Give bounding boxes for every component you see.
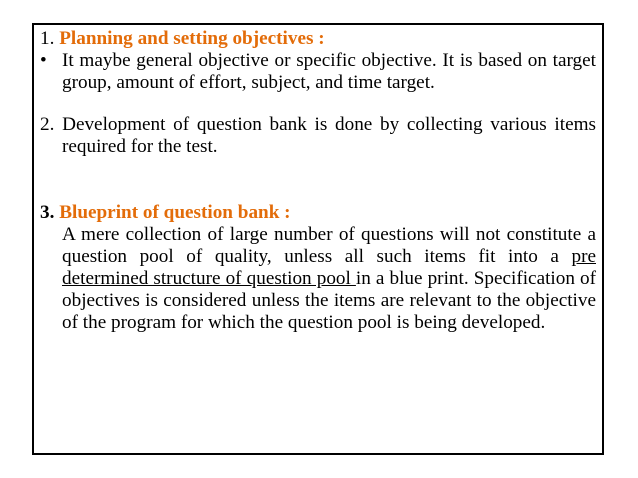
section-3-para-underlined: pre determined structure of question pool bbox=[62, 246, 596, 289]
section-1-bullet-text: It maybe general objective or specific objective. It is based on target group, amount of effort, subject, and time target. bbox=[62, 50, 596, 93]
section-3-number: 3. bbox=[40, 202, 60, 223]
spacer bbox=[40, 94, 596, 114]
section-3-title: Blueprint of question bank : bbox=[59, 202, 291, 223]
slide-frame bbox=[32, 23, 604, 455]
section-3-paragraph bbox=[40, 224, 596, 334]
section-3-heading bbox=[40, 202, 596, 224]
section-3-para-part2: in a blue print. Specification of objectives is considered unless the items are relevant to the objective of the program for which the question pool is being developed. bbox=[62, 268, 596, 333]
section-1-title: Planning and setting objectives : bbox=[59, 28, 325, 49]
section-3-para-part1: A mere collection of large number of questions will not constitute a question pool of quality, unless all such items fit into a bbox=[62, 224, 596, 267]
section-1-heading bbox=[40, 28, 596, 50]
section-1-bullet-item bbox=[40, 50, 596, 94]
bullet-icon: • bbox=[40, 50, 47, 71]
spacer bbox=[40, 158, 596, 202]
section-1-number: 1. bbox=[40, 28, 60, 49]
section-2-text: 2. Development of question bank is done by collecting various items required for the test. bbox=[40, 114, 596, 157]
